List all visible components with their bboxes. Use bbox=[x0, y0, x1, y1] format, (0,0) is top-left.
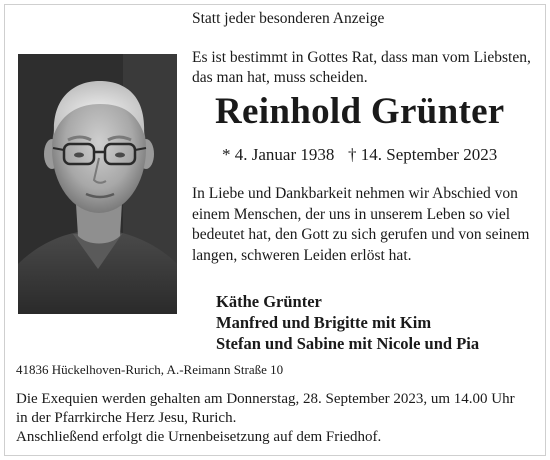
verse-line: das man hat, muss scheiden. bbox=[192, 69, 368, 86]
verse bbox=[192, 48, 531, 88]
family-member: Stefan und Sabine mit Nicole und Pia bbox=[216, 334, 480, 353]
intro-line: Statt jeder besonderen Anzeige bbox=[192, 10, 385, 27]
farewell-line: einem Menschen, der uns in unserem Leben so viel bbox=[192, 205, 511, 223]
death-date: † 14. September 2023 bbox=[348, 145, 498, 164]
farewell-line: In Liebe und Dankbarkeit nehmen wir Abschied von bbox=[192, 185, 518, 202]
verse-line: Es ist bestimmt in Gottes Rat, dass man vom Liebsten, bbox=[192, 49, 531, 66]
address: 41836 Hückelhoven-Rurich, A.-Reimann Straße 10 bbox=[16, 362, 284, 377]
portrait-illustration bbox=[18, 54, 177, 314]
service-line: in der Pfarrkirche Herz Jesu, Rurich. bbox=[16, 410, 237, 426]
portrait-photo bbox=[18, 54, 177, 314]
farewell-line: bedeutet hat, den Gott zu sich gerufen und von seinem bbox=[192, 226, 530, 243]
service-line: Anschließend erfolgt die Urnenbeisetzung auf dem Friedhof. bbox=[16, 429, 382, 445]
service-line: Die Exequien werden gehalten am Donnerstag, 28. September 2023, um 14.00 Uhr bbox=[16, 391, 515, 407]
deceased-name: Reinhold Grünter bbox=[215, 91, 505, 132]
family-member: Manfred und Brigitte mit Kim bbox=[216, 313, 432, 332]
farewell-line: langen, schweren Leiden erlöst hat. bbox=[192, 246, 412, 264]
farewell-text bbox=[192, 184, 529, 266]
service-info bbox=[16, 390, 515, 447]
family-member: Käthe Grünter bbox=[216, 292, 322, 311]
birth-date: * 4. Januar 1938 bbox=[222, 145, 335, 164]
